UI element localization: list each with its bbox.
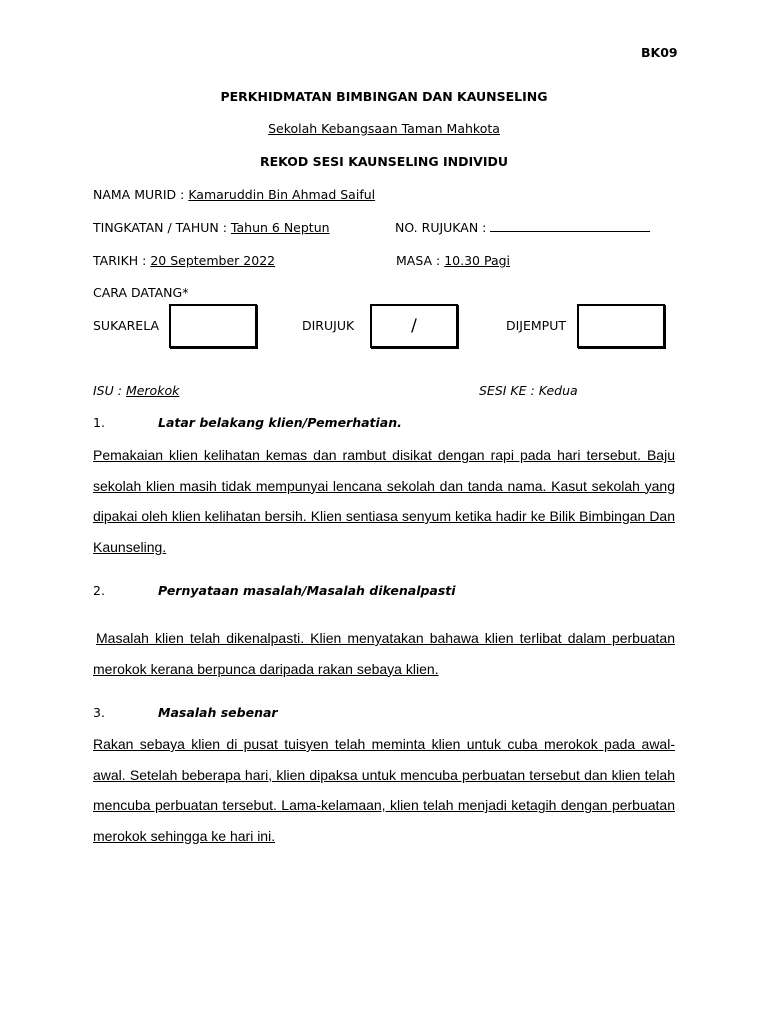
date-value: 20 September 2022 — [150, 253, 276, 268]
student-name-value: Kamaruddin Bin Ahmad Saiful — [188, 187, 376, 202]
section-2-body — [93, 623, 675, 684]
section-1-body — [93, 440, 675, 562]
referred-checkbox[interactable]: / — [370, 304, 458, 348]
session-label: SESI KE : — [479, 383, 539, 398]
section-1-title: Latar belakang klien/Pemerhatian. — [158, 415, 402, 430]
section-3-title: Masalah sebenar — [158, 705, 278, 720]
student-name-label: NAMA MURID : — [93, 187, 189, 202]
issue-field — [93, 383, 179, 398]
invited-checkbox[interactable] — [577, 304, 665, 348]
invited-label: DIJEMPUT — [506, 318, 567, 333]
session-field — [479, 383, 578, 398]
date-label: TARIKH : — [93, 253, 151, 268]
time-label: MASA : — [396, 253, 445, 268]
section-1-text: Pemakaian klien kelihatan kemas dan rambut disikat dengan rapi pada hari tersebut. Baju sekolah klien masih tidak mempunyai lencana sekolah dan tanda nama. Kasut sekolah yang dipakai oleh klien kelihatan bersih. Klien sentiasa senyum ketika hadir ke Bilik Bimbingan Dan Kaunseling. — [93, 447, 675, 555]
section-2-title: Pernyataan masalah/Masalah dikenalpasti — [158, 583, 456, 598]
reference-number-label: NO. RUJUKAN : — [395, 220, 491, 235]
time-field — [396, 253, 510, 268]
class-year-value: Tahun 6 Neptun — [230, 220, 330, 235]
issue-label: ISU : — [93, 383, 126, 398]
reference-number-field — [395, 220, 650, 235]
school-name: Sekolah Kebangsaan Taman Mahkota — [268, 121, 500, 136]
record-title: REKOD SESI KAUNSELING INDIVIDU — [260, 154, 508, 169]
section-3-number: 3. — [93, 705, 105, 720]
section-3-body — [93, 729, 675, 851]
arrival-method-label: CARA DATANG* — [93, 285, 189, 300]
reference-number-value — [490, 220, 650, 232]
voluntary-checkbox[interactable] — [169, 304, 257, 348]
service-heading: PERKHIDMATAN BIMBINGAN DAN KAUNSELING — [220, 89, 548, 104]
referred-label: DIRUJUK — [302, 318, 355, 333]
class-year-label: TINGKATAN / TAHUN : — [93, 220, 231, 235]
issue-value: Merokok — [125, 383, 180, 398]
student-name-field — [93, 187, 375, 202]
voluntary-label: SUKARELA — [93, 318, 159, 333]
section-3-text: Rakan sebaya klien di pusat tuisyen telah meminta klien untuk cuba merokok pada awal-awal. Setelah beberapa hari, klien dipaksa untuk mencuba perbuatan tersebut dan klien telah mencuba perbuatan tersebut. Lama-kelamaan, klien telah menjadi ketagih dengan perbuatan merokok sehingga ke hari ini. — [93, 736, 675, 844]
form-code: BK09 — [641, 45, 678, 60]
section-2-number: 2. — [93, 583, 105, 598]
section-2-text: Masalah klien telah dikenalpasti. Klien menyatakan bahawa klien terlibat dalam perbuatan merokok kerana berpunca daripada rakan sebaya klien. — [93, 630, 675, 677]
session-value: Kedua — [538, 383, 578, 398]
date-field — [93, 253, 275, 268]
time-value: 10.30 Pagi — [444, 253, 511, 268]
class-year-field — [93, 220, 330, 235]
section-1-number: 1. — [93, 415, 105, 430]
